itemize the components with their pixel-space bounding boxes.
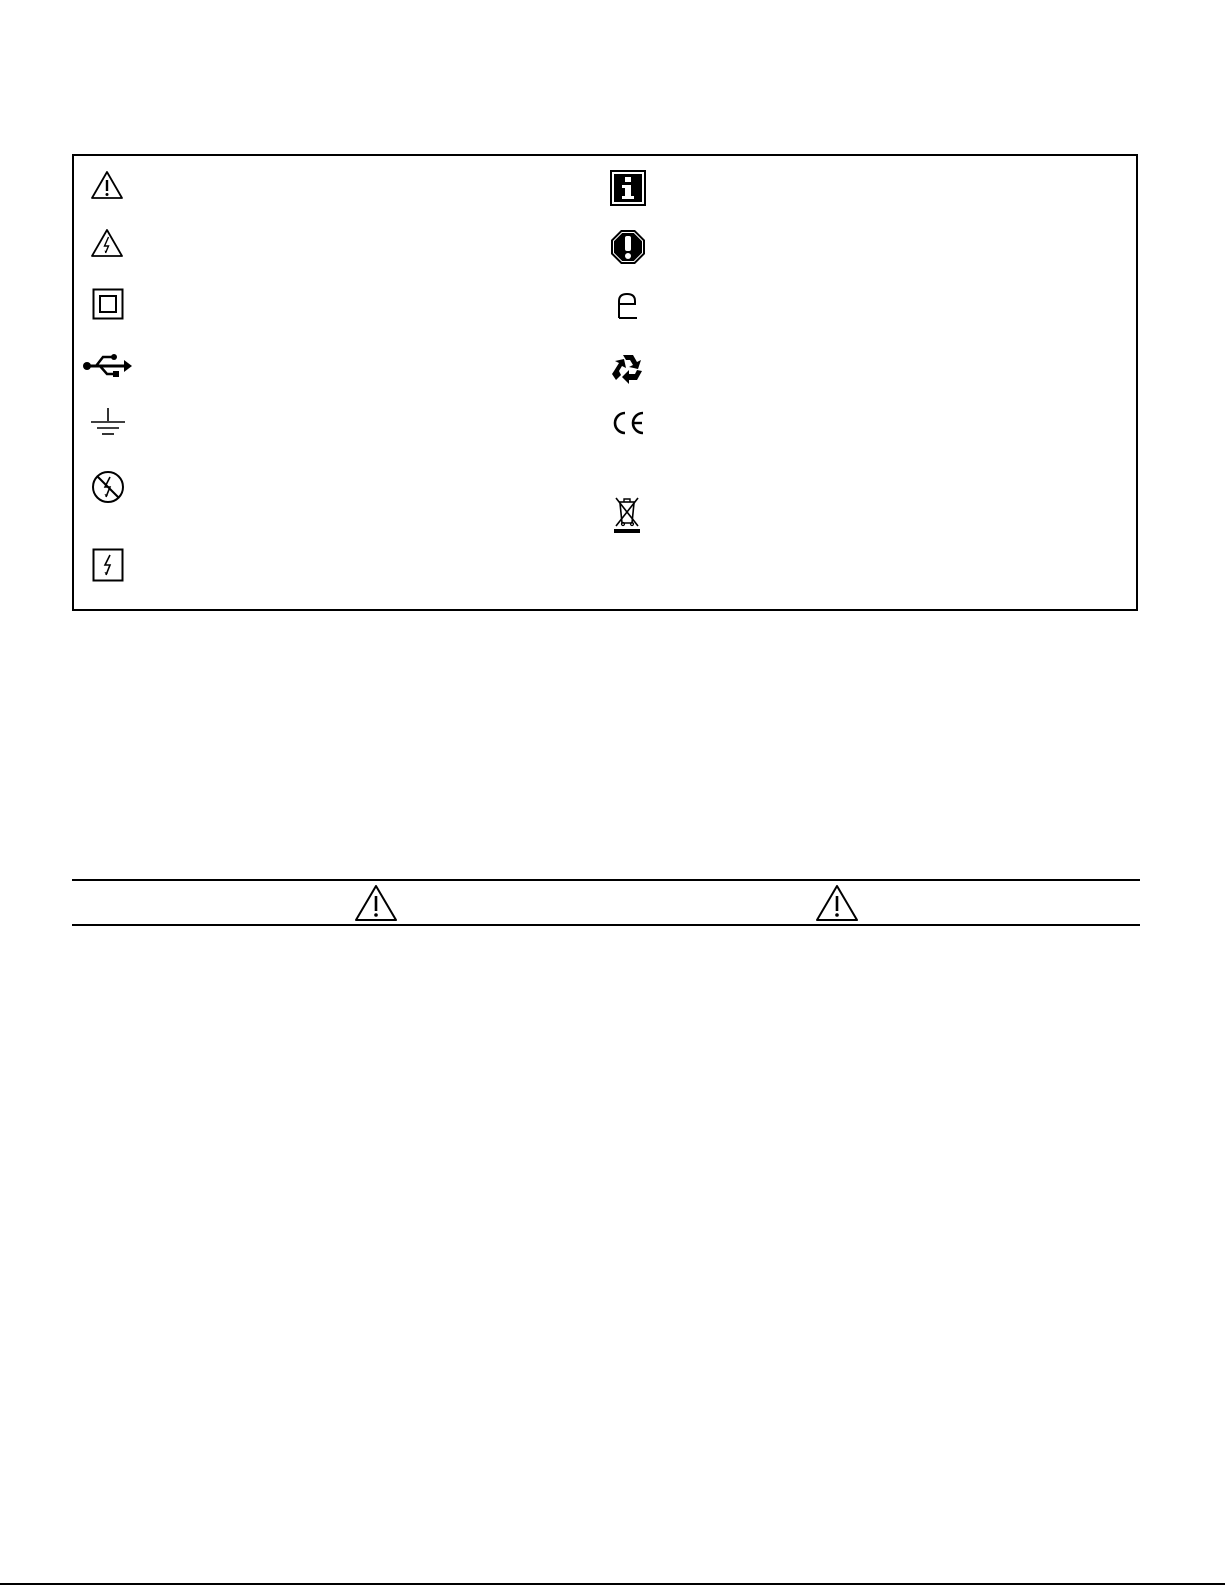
warning-triangle-icon [815, 884, 859, 922]
warning-banner [72, 879, 1140, 926]
important-octagon-icon [610, 229, 646, 265]
symbols-table [72, 154, 1138, 611]
high-voltage-triangle-icon [90, 228, 124, 258]
usb-icon [82, 353, 134, 379]
no-live-voltage-icon [91, 470, 125, 504]
warning-triangle-icon [90, 170, 124, 200]
warning-triangle-icon [354, 884, 398, 922]
hazardous-voltage-box-icon [92, 548, 124, 582]
double-insulation-icon [92, 288, 124, 320]
recycle-icon [610, 352, 646, 386]
earth-ground-icon [90, 408, 126, 438]
weee-bin-icon [612, 496, 642, 534]
battery-door-icon [616, 292, 640, 320]
information-icon [610, 170, 646, 206]
ce-mark-icon [610, 409, 646, 437]
